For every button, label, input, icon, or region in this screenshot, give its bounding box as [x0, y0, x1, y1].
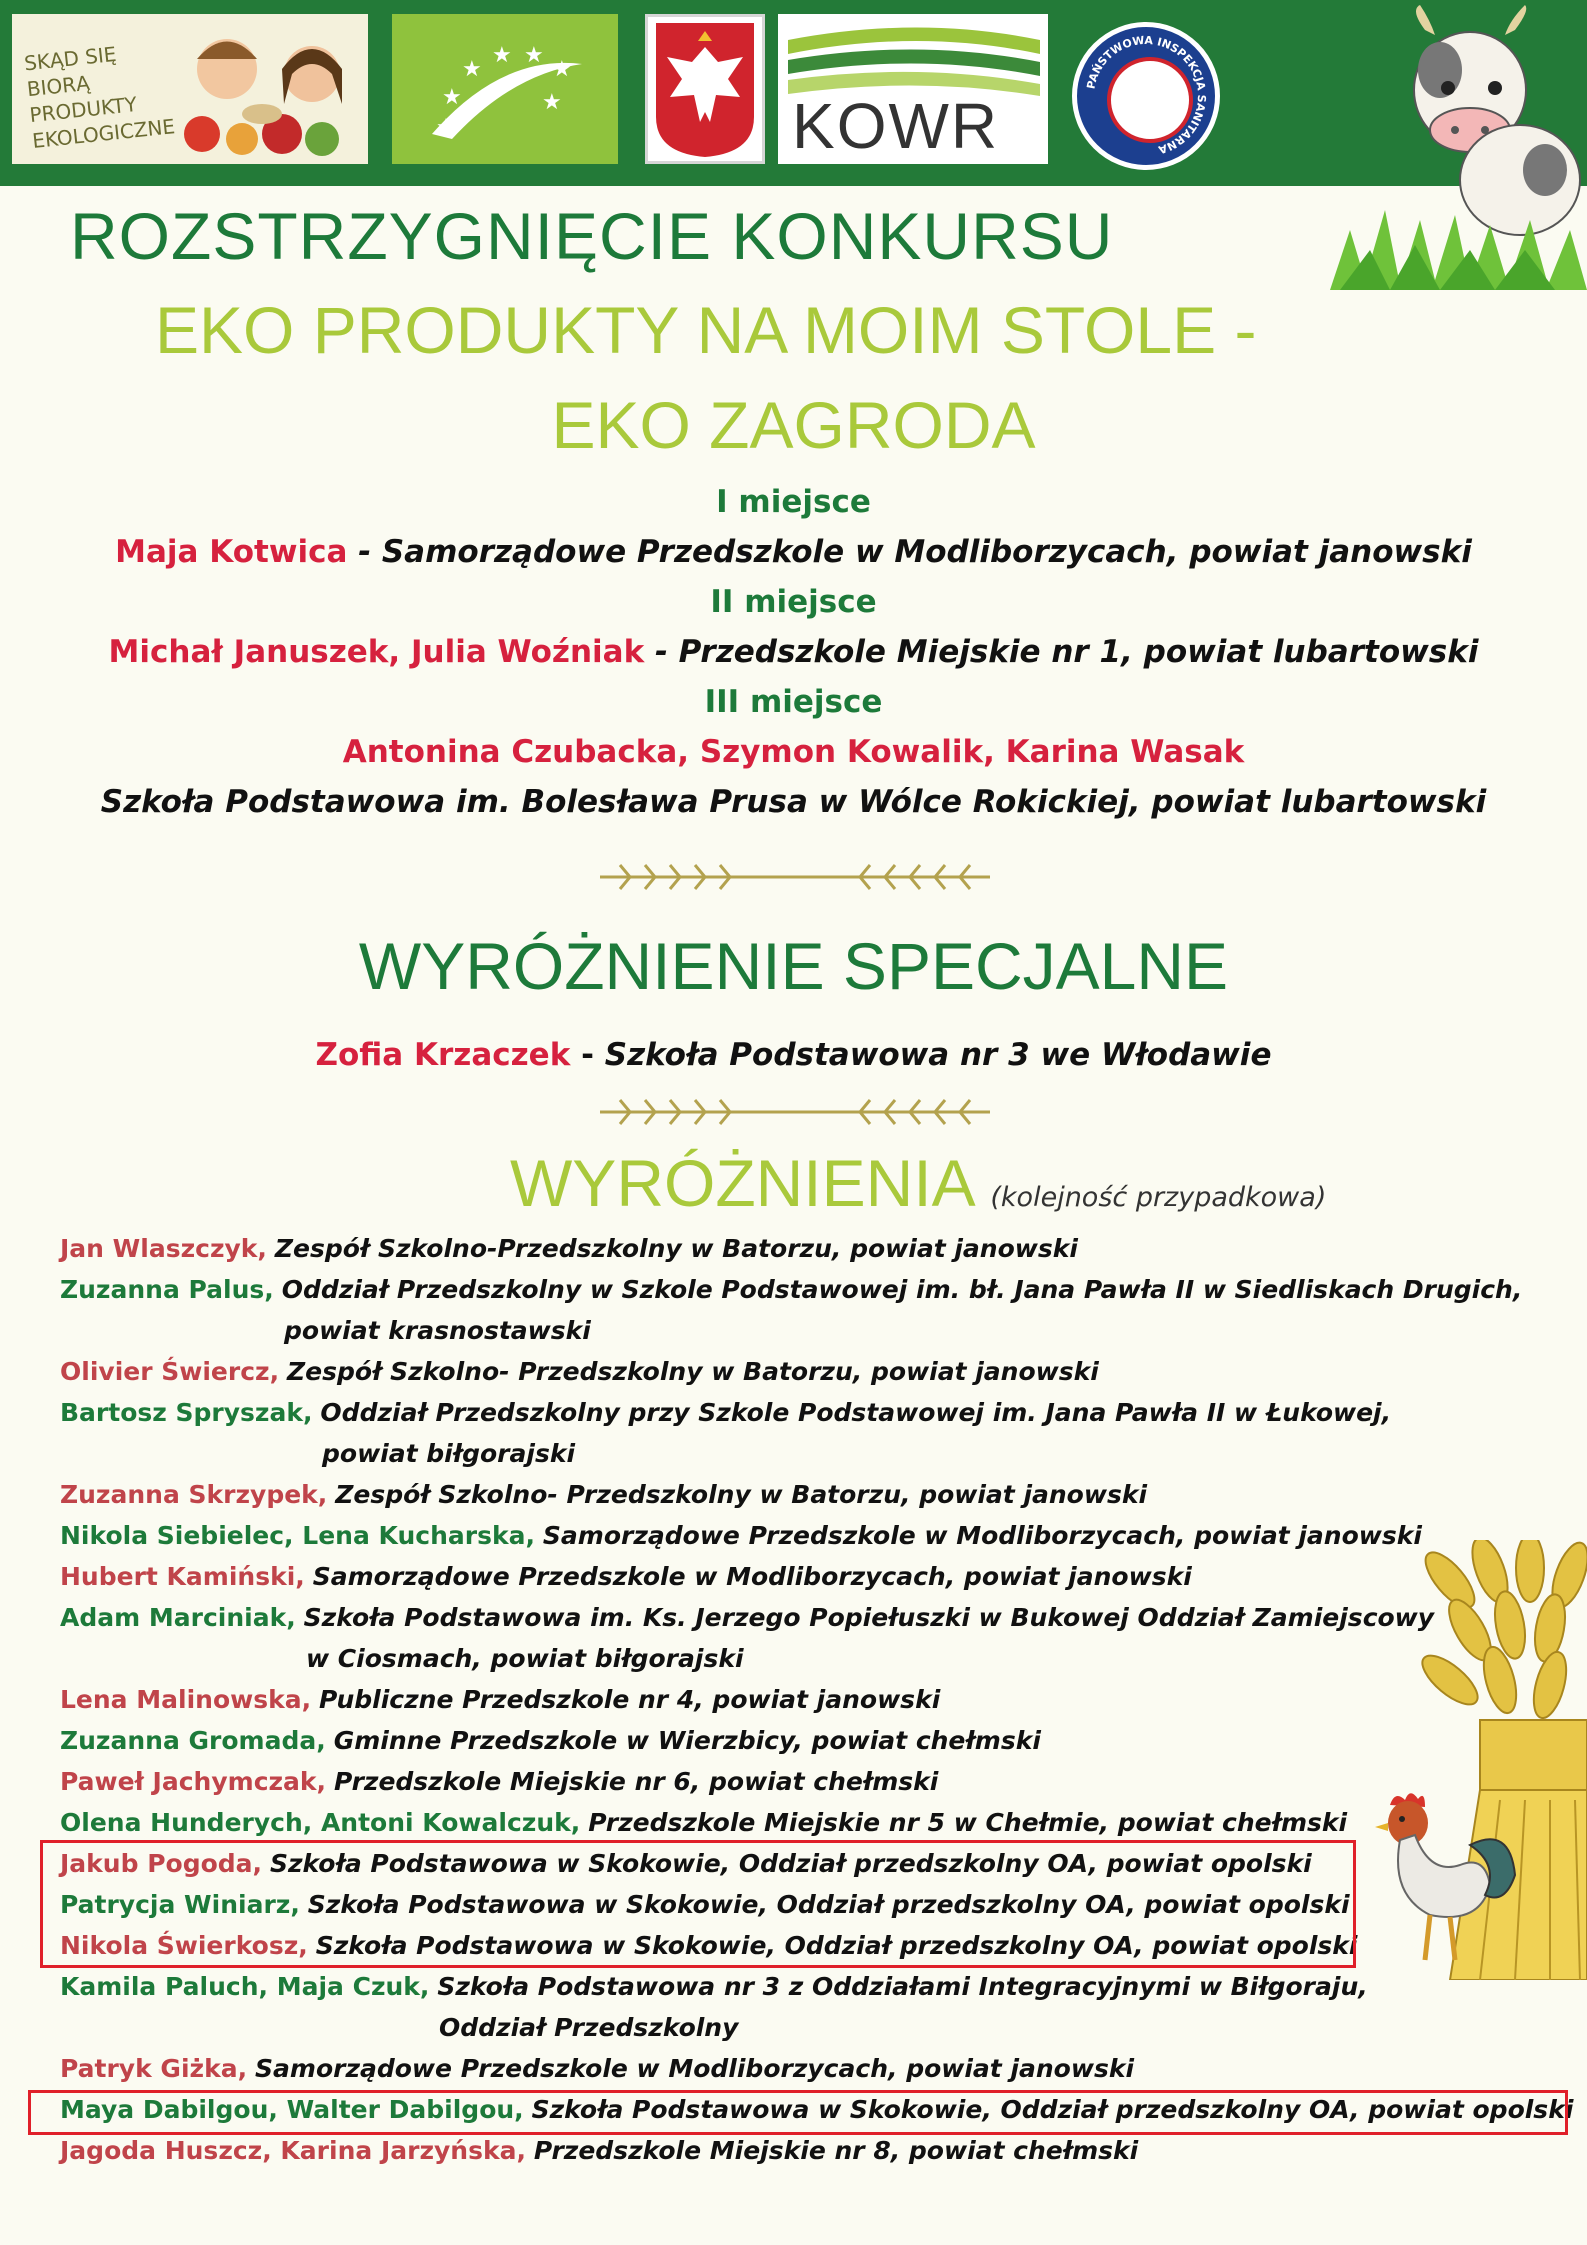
- svg-text:★: ★: [552, 57, 572, 82]
- distinction-school: Szkoła Podstawowa w Skokowie, Oddział przedszkolny OA, powiat opolski: [531, 2095, 1574, 2124]
- distinction-names: Paweł Jachymczak,: [60, 1767, 327, 1796]
- winner-school: Samorządowe Przedszkole w Modliborzycach, powiat janowski: [381, 534, 1472, 570]
- distinction-entry: [60, 1597, 1580, 1679]
- logo-skad-sie-biora: [12, 14, 368, 164]
- eu-organic-logo: [392, 14, 618, 164]
- special-school: Szkoła Podstawowa nr 3 we Włodawie: [604, 1037, 1272, 1073]
- distinction-school-continued: powiat krasnostawski: [284, 1316, 591, 1345]
- distinction-school: Oddział Przedszkolny przy Szkole Podstawowej im. Jana Pawła II w Łukowej,: [320, 1398, 1392, 1427]
- distinction-school: Gminne Przedszkole w Wierzbicy, powiat chełmski: [333, 1726, 1041, 1755]
- place-label-2: II miejsce: [710, 584, 877, 620]
- place-winner-3-school: Szkoła Podstawowa im. Bolesława Prusa w Wólce Rokickiej, powiat lubartowski: [100, 784, 1487, 820]
- distinction-school: Przedszkole Miejskie nr 6, powiat chełmski: [334, 1767, 939, 1796]
- competition-title-line1: EKO PRODUKTY NA MOIM STOLE -: [155, 293, 1257, 367]
- distinction-school: Samorządowe Przedszkole w Modliborzycach, powiat janowski: [312, 1562, 1192, 1591]
- special-names: Zofia Krzaczek: [315, 1037, 571, 1073]
- distinction-names: Zuzanna Skrzypek,: [60, 1480, 328, 1509]
- distinction-school: Szkoła Podstawowa w Skokowie, Oddział przedszkolny OA, powiat opolski: [315, 1931, 1358, 1960]
- distinction-school: Oddział Przedszkolny w Szkole Podstawowej im. bł. Jana Pawła II w Siedliskach Drugich,: [281, 1275, 1523, 1304]
- distinction-names: Jagoda Huszcz, Karina Jarzyńska,: [60, 2136, 526, 2165]
- distinction-entry: [60, 1679, 1580, 1720]
- distinction-school: Publiczne Przedszkole nr 4, powiat janowski: [319, 1685, 941, 1714]
- kowr-logo: [778, 14, 1048, 164]
- distinctions-list: [60, 1228, 1580, 2171]
- wheat-divider-icon: [600, 1095, 990, 1129]
- distinction-entry: [60, 1802, 1580, 1843]
- highlight-box: [28, 2090, 1568, 2135]
- distinctions-heading: [510, 1143, 1510, 1238]
- eu-leaf-stars-icon: [392, 14, 618, 164]
- separator: -: [347, 534, 382, 570]
- distinctions-note: (kolejność przypadkowa): [990, 1182, 1327, 1213]
- winner-school: Przedszkole Miejskie nr 1, powiat lubartowski: [678, 634, 1479, 670]
- distinction-school: Samorządowe Przedszkole w Modliborzycach, powiat janowski: [255, 2054, 1135, 2083]
- distinction-names: Nikola Świerkosz,: [60, 1931, 308, 1960]
- distinction-entry: [60, 1720, 1580, 1761]
- distinction-names: Zuzanna Palus,: [60, 1275, 274, 1304]
- distinction-entry: [60, 1351, 1580, 1392]
- place-winner-1: [0, 532, 1587, 572]
- polish-eagle-emblem: [645, 14, 765, 164]
- children-vegetables-image: [12, 14, 368, 164]
- distinction-names: Olivier Świercz,: [60, 1357, 280, 1386]
- distinction-school-continued: powiat biłgorajski: [322, 1439, 576, 1468]
- place-winner-3-names: Antonina Czubacka, Szymon Kowalik, Karina Wasak: [342, 734, 1245, 770]
- distinction-school: Zespół Szkolno- Przedszkolny w Batorzu, powiat janowski: [335, 1480, 1148, 1509]
- distinction-school: Zespół Szkolno- Przedszkolny w Batorzu, powiat janowski: [287, 1357, 1099, 1386]
- distinction-names: Maya Dabilgou, Walter Dabilgou,: [60, 2095, 524, 2124]
- distinction-names: Zuzanna Gromada,: [60, 1726, 326, 1755]
- svg-text:★: ★: [462, 57, 482, 82]
- distinction-school-continued: w Ciosmach, powiat biłgorajski: [306, 1644, 744, 1673]
- distinction-names: Olena Hunderych, Antoni Kowalczuk,: [60, 1808, 581, 1837]
- distinction-entry: [60, 1761, 1580, 1802]
- page-title: ROZSTRZYGNIĘCIE KONKURSU: [70, 199, 1114, 273]
- svg-text:PAŃSTWOWA INSPEKCJA SANITARNA: PAŃSTWOWA INSPEKCJA SANITARNA: [1084, 33, 1209, 157]
- distinction-school: Szkoła Podstawowa nr 3 z Oddziałami Integracyjnymi w Biłgoraju,: [437, 1972, 1368, 2001]
- kowr-text: KOWR: [792, 90, 1000, 162]
- logo-skad-text: SKĄD SIĘ BIORĄ PRODUKTY EKOLOGICZNE: [22, 41, 177, 153]
- special-heading: WYRÓŻNIENIE SPECJALNE: [358, 929, 1229, 1003]
- distinction-entry: [60, 2048, 1580, 2089]
- distinction-names: Jan Wlaszczyk,: [60, 1234, 267, 1263]
- distinction-entry: [60, 2130, 1580, 2171]
- distinction-entry: [60, 1228, 1580, 1269]
- place-label-3: III miejsce: [704, 684, 883, 720]
- highlight-box: [40, 1840, 1356, 1968]
- separator: -: [644, 634, 679, 670]
- distinction-entry: [60, 1474, 1580, 1515]
- distinction-entry: [60, 1515, 1580, 1556]
- svg-text:★: ★: [436, 115, 456, 140]
- kowr-stripes-icon: [778, 20, 1048, 100]
- distinction-names: Lena Malinowska,: [60, 1685, 312, 1714]
- distinction-school: Szkoła Podstawowa im. Ks. Jerzego Popiełuszki w Bukowej Oddział Zamiejscowy: [303, 1603, 1435, 1632]
- distinction-names: Jakub Pogoda,: [60, 1849, 263, 1878]
- svg-text:★: ★: [492, 43, 512, 68]
- pis-eagle-icon: [1107, 57, 1193, 143]
- svg-text:★: ★: [524, 43, 544, 68]
- distinction-school-continued: Oddział Przedszkolny: [439, 2013, 739, 2042]
- distinction-entry: [60, 1556, 1580, 1597]
- distinction-names: Patryk Giżka,: [60, 2054, 248, 2083]
- distinction-entry: [60, 1966, 1580, 2048]
- distinction-school: Samorządowe Przedszkole w Modliborzycach, powiat janowski: [542, 1521, 1422, 1550]
- distinction-school: Szkoła Podstawowa w Skokowie, Oddział przedszkolny OA, powiat opolski: [269, 1849, 1312, 1878]
- distinction-school: Przedszkole Miejskie nr 8, powiat chełmski: [533, 2136, 1139, 2165]
- distinction-names: Patrycja Winiarz,: [60, 1890, 300, 1919]
- svg-text:★: ★: [442, 85, 462, 110]
- distinction-names: Kamila Paluch, Maja Czuk,: [60, 1972, 430, 2001]
- separator: -: [570, 1037, 605, 1073]
- distinction-school: Przedszkole Miejskie nr 5 w Chełmie, powiat chełmski: [588, 1808, 1348, 1837]
- distinction-school: Szkoła Podstawowa w Skokowie, Oddział przedszkolny OA, powiat opolski: [307, 1890, 1350, 1919]
- distinction-names: Nikola Siebielec, Lena Kucharska,: [60, 1521, 535, 1550]
- winner-names: Maja Kotwica: [115, 534, 348, 570]
- rooster-illustration: [1370, 1785, 1520, 1970]
- pis-logo: [1072, 22, 1220, 170]
- wheat-divider-icon: [600, 860, 990, 894]
- competition-title-line2: EKO ZAGRODA: [551, 388, 1036, 462]
- distinction-names: Bartosz Spryszak,: [60, 1398, 313, 1427]
- cow-illustration: [1330, 0, 1587, 290]
- distinction-entry: [60, 1269, 1580, 1351]
- svg-text:★: ★: [542, 90, 562, 115]
- distinction-names: Hubert Kamiński,: [60, 1562, 305, 1591]
- distinction-entry: [60, 1392, 1580, 1474]
- winner-names: Michał Januszek, Julia Woźniak: [108, 634, 645, 670]
- place-winner-2: [0, 632, 1587, 672]
- distinction-names: Adam Marciniak,: [60, 1603, 296, 1632]
- distinctions-title: WYRÓŻNIENIA: [510, 1146, 973, 1220]
- distinction-school: Zespół Szkolno-Przedszkolny w Batorzu, powiat janowski: [274, 1234, 1078, 1263]
- white-eagle-icon: [648, 17, 762, 161]
- place-label-1: I miejsce: [716, 484, 871, 520]
- special-winner: [0, 1035, 1587, 1075]
